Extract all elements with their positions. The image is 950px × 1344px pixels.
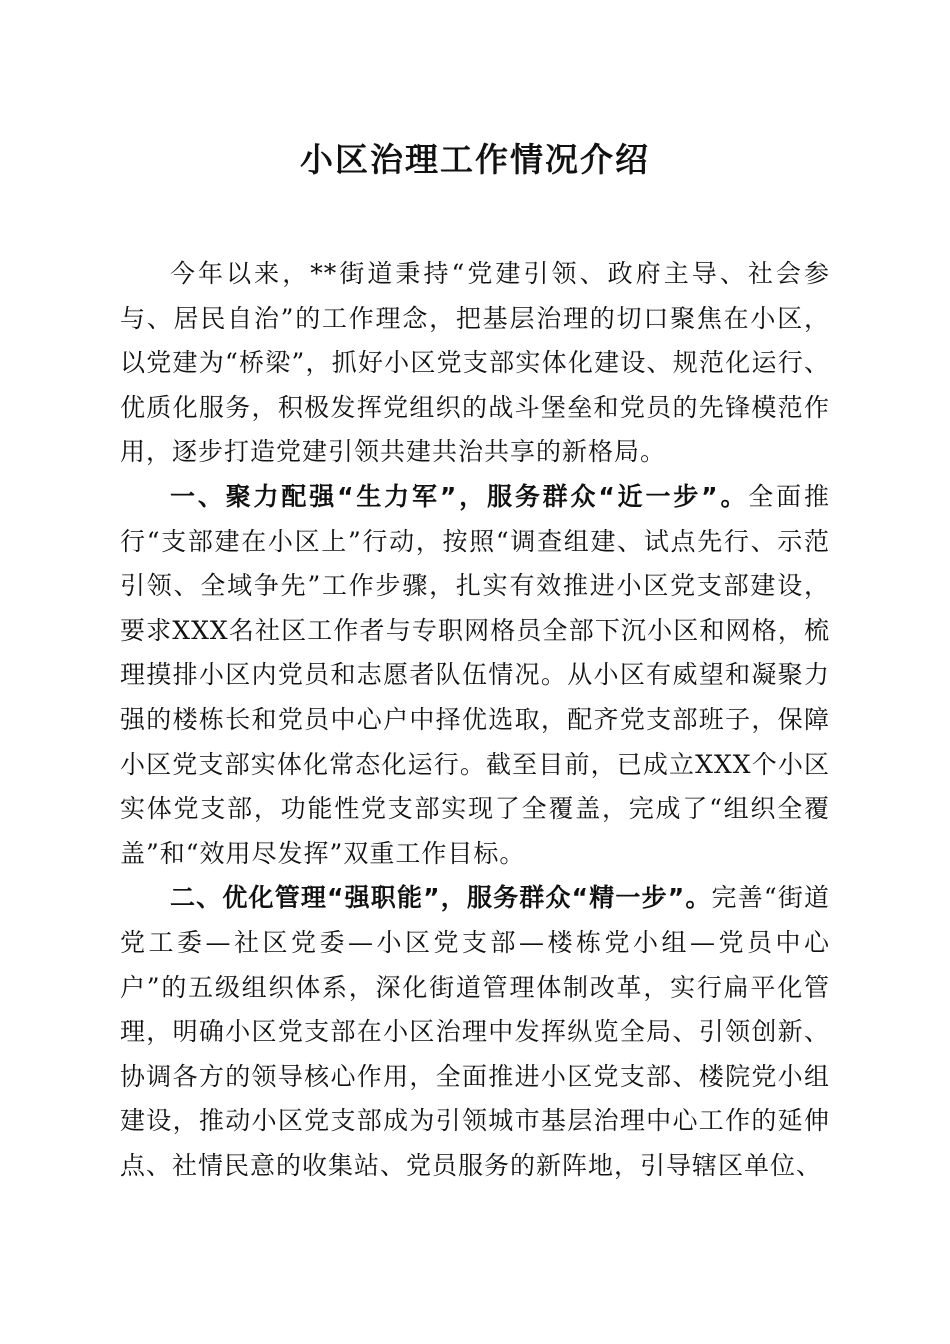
section-one-text: 全面推行“支部建在小区上”行动，按照“调查组建、试点先行、示范引领、全域争先”工作步骤，扎实有效推进小区党支部建设，要求XXX名社区工作者与专职网格员全部下沉小区和网格，梳理摸排小区内党员和志愿者队伍情况。从小区有威望和凝聚力强的楼栋长和党员中心户中择优选取，配齐党支部班子，保障小区党支部实体化常态化运行。截至目前，已成立XXX个小区实体党支部，功能性党支部实现了全覆盖，完成了“组织全覆盖”和“效用尽发挥”双重工作目标。 <box>120 481 830 868</box>
section-two-text: 完善“街道党工委—社区党委—小区党支部—楼栋党小组—党员中心户”的五级组织体系，深化街道管理体制改革，实行扁平化管理，明确小区党支部在小区治理中发挥纵览全局、引领创新、协调各方的领导核心作用，全面推进小区党支部、楼院党小组建设，推动小区党支部成为引领城市基层治理中心工作的延伸点、社情民意的收集站、党员服务的新阵地，引导辖区单位、 <box>120 883 831 1180</box>
intro-paragraph-text: 今年以来，**街道秉持“党建引领、政府主导、社会参与、居民自治”的工作理念，把基层治理的切口聚焦在小区，以党建为“桥梁”，抓好小区党支部实体化建设、规范化运行、优质化服务，积极发挥党组织的战斗堡垒和党员的先锋模范作用，逐步打造党建引领共建共治共享的新格局。 <box>120 259 830 467</box>
section-one-paragraph <box>120 475 830 876</box>
document-title: 小区治理工作情况介绍 <box>300 140 650 179</box>
section-one-heading: 一、聚力配强“生力军”，服务群众“近一步”。 <box>170 481 749 511</box>
section-two-heading: 二、优化管理“强职能”，服务群众“精一步”。 <box>170 883 712 913</box>
section-two-paragraph <box>120 876 830 1188</box>
document-page <box>120 130 830 1188</box>
intro-paragraph <box>120 252 830 475</box>
